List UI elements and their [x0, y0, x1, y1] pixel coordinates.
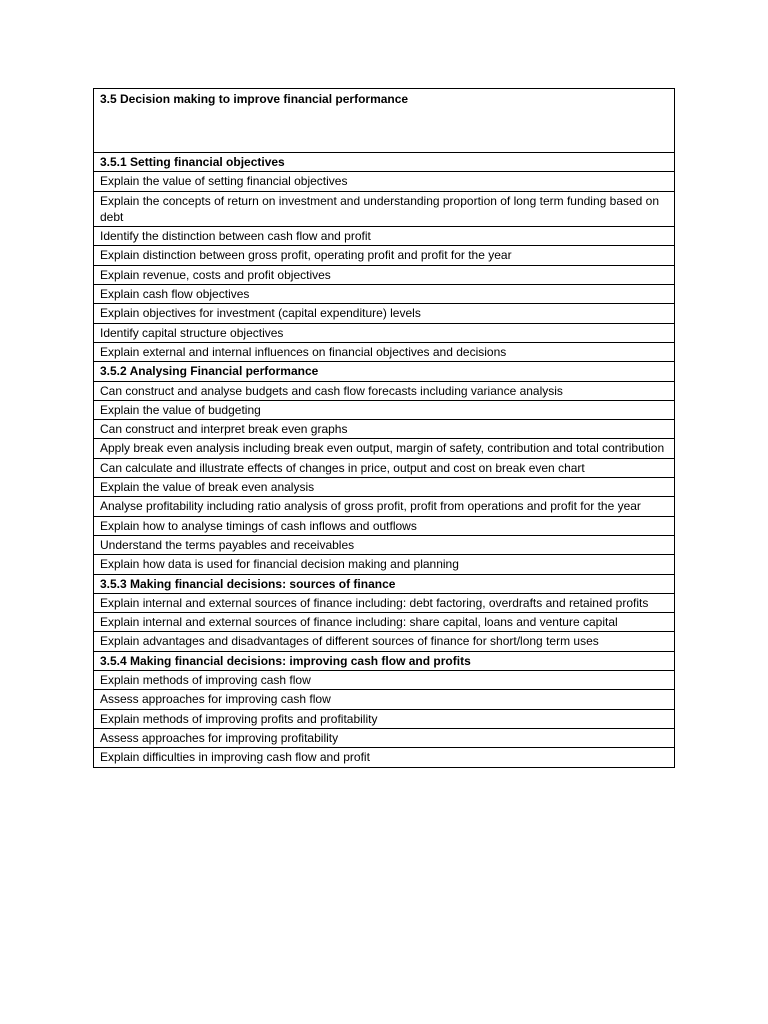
table-cell: Can construct and analyse budgets and cash flow forecasts including variance analysis — [94, 381, 675, 400]
table-row — [94, 246, 675, 265]
table-cell: Assess approaches for improving cash flow — [94, 690, 675, 709]
table-cell: Apply break even analysis including break even output, margin of safety, contribution and total contribution — [94, 439, 675, 458]
table-title-row — [94, 89, 675, 153]
specification-table — [93, 88, 675, 768]
table-cell: Analyse profitability including ratio analysis of gross profit, profit from operations and profit for the year — [94, 497, 675, 516]
table-row — [94, 304, 675, 323]
table-row — [94, 172, 675, 191]
table-cell: Explain objectives for investment (capital expenditure) levels — [94, 304, 675, 323]
table-row — [94, 285, 675, 304]
table-cell: Explain cash flow objectives — [94, 285, 675, 304]
section-heading-cell: 3.5.2 Analysing Financial performance — [94, 362, 675, 381]
table-cell: Explain how data is used for financial decision making and planning — [94, 555, 675, 574]
table-row — [94, 690, 675, 709]
table-row — [94, 265, 675, 284]
table-cell: Explain the value of break even analysis — [94, 478, 675, 497]
table-cell: Explain internal and external sources of finance including: debt factoring, overdrafts and retained profits — [94, 593, 675, 612]
table-cell: Explain how to analyse timings of cash inflows and outflows — [94, 516, 675, 535]
table-cell: Identify capital structure objectives — [94, 323, 675, 342]
section-heading-row — [94, 574, 675, 593]
table-row — [94, 516, 675, 535]
specification-table-body — [94, 89, 675, 768]
table-row — [94, 709, 675, 728]
table-title-cell: 3.5 Decision making to improve financial performance — [94, 89, 675, 153]
table-cell: Explain methods of improving profits and profitability — [94, 709, 675, 728]
table-row — [94, 593, 675, 612]
table-row — [94, 439, 675, 458]
table-cell: Explain methods of improving cash flow — [94, 671, 675, 690]
section-heading-cell: 3.5.3 Making financial decisions: sources of finance — [94, 574, 675, 593]
section-heading-cell: 3.5.4 Making financial decisions: improving cash flow and profits — [94, 651, 675, 670]
section-heading-row — [94, 362, 675, 381]
table-row — [94, 381, 675, 400]
table-row — [94, 632, 675, 651]
table-row — [94, 613, 675, 632]
table-row — [94, 478, 675, 497]
table-cell: Explain difficulties in improving cash flow and profit — [94, 748, 675, 767]
table-cell: Explain external and internal influences on financial objectives and decisions — [94, 342, 675, 361]
table-row — [94, 227, 675, 246]
table-cell: Can construct and interpret break even graphs — [94, 420, 675, 439]
section-heading-row — [94, 651, 675, 670]
table-cell: Explain the value of setting financial objectives — [94, 172, 675, 191]
table-cell: Explain the concepts of return on investment and understanding proportion of long term funding based on debt — [94, 191, 675, 227]
table-row — [94, 191, 675, 227]
table-cell: Explain advantages and disadvantages of different sources of finance for short/long term uses — [94, 632, 675, 651]
table-row — [94, 497, 675, 516]
table-row — [94, 555, 675, 574]
table-row — [94, 535, 675, 554]
table-row — [94, 323, 675, 342]
table-cell: Explain distinction between gross profit, operating profit and profit for the year — [94, 246, 675, 265]
table-row — [94, 342, 675, 361]
table-cell: Can calculate and illustrate effects of changes in price, output and cost on break even chart — [94, 458, 675, 477]
table-row — [94, 728, 675, 747]
section-heading-cell: 3.5.1 Setting financial objectives — [94, 153, 675, 172]
table-row — [94, 748, 675, 767]
table-row — [94, 400, 675, 419]
table-row — [94, 458, 675, 477]
table-row — [94, 420, 675, 439]
table-row — [94, 671, 675, 690]
table-cell: Explain internal and external sources of finance including: share capital, loans and venture capital — [94, 613, 675, 632]
section-heading-row — [94, 153, 675, 172]
table-cell: Explain the value of budgeting — [94, 400, 675, 419]
table-cell: Understand the terms payables and receivables — [94, 535, 675, 554]
table-cell: Assess approaches for improving profitability — [94, 728, 675, 747]
table-cell: Explain revenue, costs and profit objectives — [94, 265, 675, 284]
table-cell: Identify the distinction between cash flow and profit — [94, 227, 675, 246]
